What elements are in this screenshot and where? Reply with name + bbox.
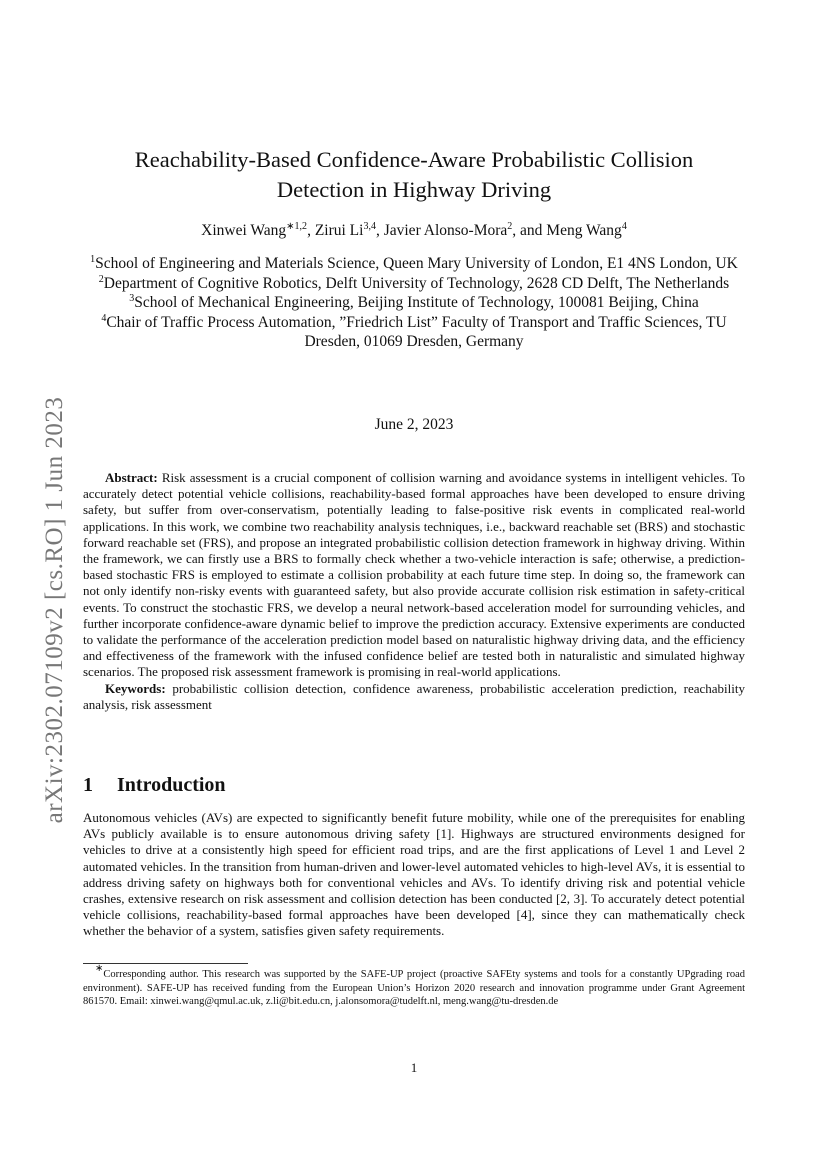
author-list: [80, 221, 748, 241]
author-affiliation-mark: 2: [507, 221, 513, 232]
arxiv-sidebar: [40, 375, 70, 845]
affiliation-number: 4: [101, 312, 107, 324]
section-number: 1: [83, 774, 93, 796]
section-title: Introduction: [117, 774, 226, 796]
author-name: Xinwei Wang: [201, 222, 287, 239]
body-paragraph: Autonomous vehicles (AVs) are expected to significantly benefit future mobility, while one of the prerequisites for enabling AVs publicly available is to ensure autonomous driving safety [1]. Highways are structured environments designed for vehicles to drive at a consistently high speed for efficient road trips, and are the first applications of Level 1 and Level 2 automated vehicles. In the transition from human-driven and lower-level automated vehicles to high-level AVs, it is essential to address driving safety on highways both for conventional vehicles and AVs. To identify driving risk and potential vehicle crashes, extensive research on risk assessment and collision detection has been conducted [2, 3]. To accurately detect potential vehicle collisions, reachability-based formal approaches have been developed [4], since they can mathematically check whether the behavior of a system, satisfies given safety requirements.: [83, 810, 745, 939]
abstract-block: [83, 470, 745, 713]
affiliation-text: School of Engineering and Materials Science, Queen Mary University of London, E1 4NS London, UK: [95, 255, 738, 272]
affiliation-number: 3: [129, 293, 135, 304]
page-number: 1: [410, 1060, 418, 1075]
affiliation: [80, 293, 748, 313]
author-separator: ,: [307, 222, 315, 239]
keywords-label: Keywords:: [105, 680, 166, 696]
arxiv-identifier: arXiv:2302.07109v2 [cs.RO] 1 Jun 2023: [41, 396, 68, 824]
author-name: Meng Wang: [546, 222, 622, 239]
keywords-paragraph: [83, 681, 745, 713]
paper-title: [100, 145, 728, 205]
affiliation: [80, 274, 748, 294]
footnote: [83, 963, 745, 1009]
affiliation-text: Chair of Traffic Process Automation, ”Friedrich List” Faculty of Transport and Traffic Sciences, TU Dresden, 01069 Dresden, Germany: [106, 313, 727, 350]
author-separator: ,: [375, 222, 384, 239]
affiliation-list: [80, 254, 748, 352]
introduction-body: [83, 810, 745, 940]
section-heading: [83, 774, 226, 797]
affiliation-number: 2: [98, 273, 104, 285]
footnote-text: Corresponding author. This research was supported by the SAFE-UP project (proactive SAFEty systems and tools for a constantly UPgrading road environment). SAFE-UP has received funding from the European Union’s Horizon 2020 research and innovation programme under Grant Agreement 861570. Email: xinwei.wang@qmul.ac.uk, z.li@bit.edu.cn, j.alonsomora@tudelft.nl, meng.wang@tu-dresden.de: [83, 969, 745, 1007]
author-name: Zirui Li: [314, 222, 364, 239]
affiliation-text: School of Mechanical Engineering, Beijing Institute of Technology, 100081 Beijing, China: [134, 294, 699, 311]
author-affiliation-mark: ∗1,2: [286, 221, 308, 232]
author-name: Javier Alonso-Mora: [383, 222, 508, 239]
abstract-label: Abstract:: [105, 470, 158, 485]
affiliation-number: 1: [90, 254, 96, 265]
footnote-divider: [83, 963, 248, 964]
publication-date: June 2, 2023: [374, 416, 454, 433]
affiliation: [80, 254, 748, 274]
title-line: Reachability-Based Confidence-Aware Probabilistic Collision: [134, 147, 694, 172]
abstract-text: Risk assessment is a crucial component of collision warning and avoidance systems in intelligent vehicles. To accurately detect potential vehicle collisions, reachability-based formal approaches have been developed to ensure driving safety, but suffer from over-conservatism, potentially leading to false-positive risk events in complicated real-world applications. In this work, we combine two reachability analysis techniques, i.e., backward reachable set (BRS) and stochastic forward reachable set (FRS), and propose an integrated probabilistic collision detection framework in highway driving. Within the framework, we can firstly use a BRS to formally check whether a two-vehicle interaction is safe; otherwise, a prediction-based stochastic FRS is employed to estimate a collision probability at each future time step. In doing so, the framework can not only identify non-risky events with guaranteed safety, but also provide accurate collision risk estimation in safety-critical events. To construct the stochastic FRS, we develop a neural network-based acceleration model for surrounding vehicles, and further incorporate confidence-aware dynamic belief to improve the prediction accuracy. Extensive experiments are conducted to validate the performance of the acceleration prediction model based on naturalistic highway driving data, and the efficiency and effectiveness of the framework with the infused confidence belief are tested both in naturalistic and simulated highway scenarios. The proposed risk assessment framework is promising in real-world applications.: [83, 470, 746, 680]
footnote-paragraph: [83, 963, 745, 1009]
author-affiliation-mark: 3,4: [363, 221, 376, 232]
author-affiliation-mark: 4: [621, 221, 627, 232]
footnote-mark: ∗: [95, 963, 104, 974]
affiliation: [80, 313, 748, 352]
author-separator: , and: [512, 222, 547, 239]
title-line: Detection in Highway Driving: [276, 177, 552, 202]
keywords-text: probabilistic collision detection, confidence awareness, probabilistic acceleration prediction, reachability analysis, risk assessment: [83, 680, 745, 712]
affiliation-text: Department of Cognitive Robotics, Delft University of Technology, 2628 CD Delft, The Netherlands: [103, 274, 730, 292]
abstract-paragraph: [83, 470, 745, 681]
